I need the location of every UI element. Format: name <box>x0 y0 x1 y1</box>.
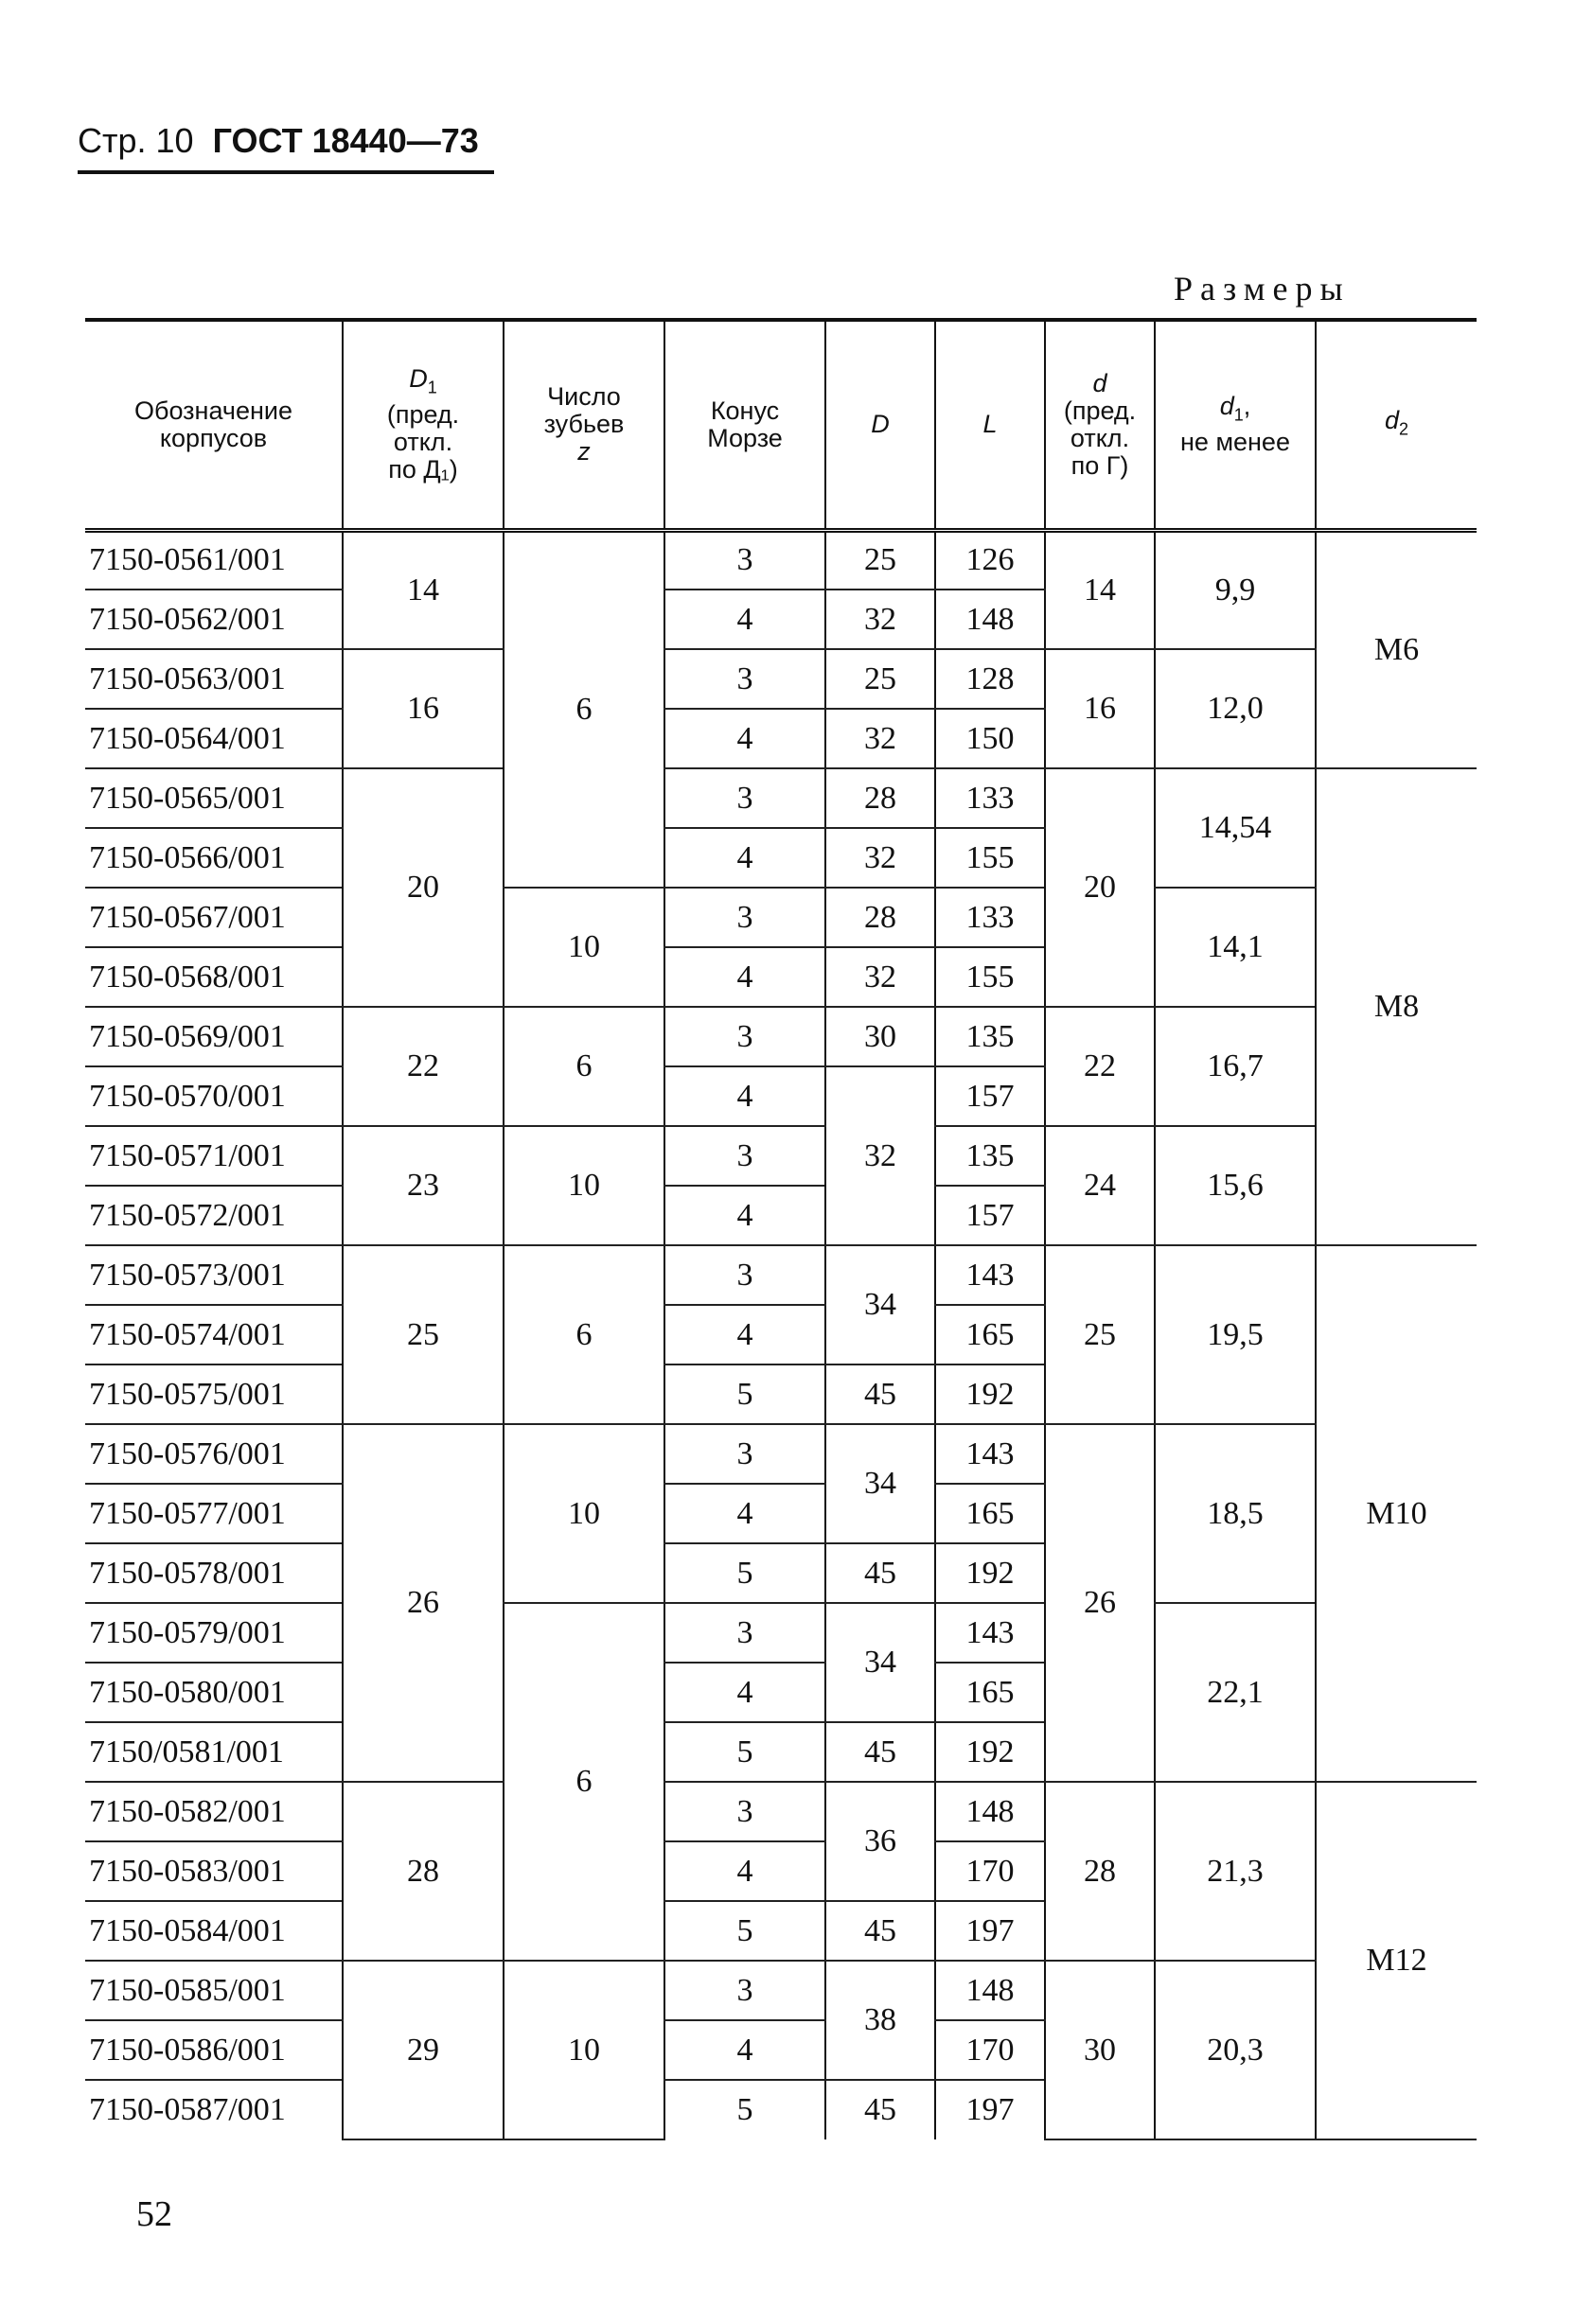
cell-morse: 5 <box>664 1364 825 1424</box>
cell-designation: 7150-0578/001 <box>85 1543 343 1603</box>
cell-designation: 7150-0575/001 <box>85 1364 343 1424</box>
table-row <box>85 888 1477 947</box>
cell-designation: 7150-0574/001 <box>85 1305 343 1364</box>
cell-morse: 3 <box>664 1007 825 1066</box>
cell-d1: 20,3 <box>1155 1961 1316 2139</box>
cell-d1: 22 <box>343 1007 504 1126</box>
cell-d: 28 <box>825 768 935 828</box>
table-row <box>85 1245 1477 1305</box>
cell-z: 6 <box>504 530 664 888</box>
cell-morse: 4 <box>664 1186 825 1245</box>
page-header <box>78 121 479 161</box>
cell-morse: 3 <box>664 1126 825 1186</box>
cell-morse: 4 <box>664 1484 825 1543</box>
cell-morse: 4 <box>664 947 825 1007</box>
cell-morse: 4 <box>664 1841 825 1901</box>
cell-d1: 12,0 <box>1155 649 1316 768</box>
table-row <box>85 1126 1477 1186</box>
cell-morse: 3 <box>664 530 825 590</box>
cell-z: 10 <box>504 1126 664 1245</box>
cell-morse: 3 <box>664 768 825 828</box>
header-d2: $d_2$ <box>1316 320 1477 530</box>
cell-d1: 9,9 <box>1155 530 1316 649</box>
cell-morse: 5 <box>664 1901 825 1961</box>
cell-designation: 7150-0561/001 <box>85 530 343 590</box>
cell-l: 143 <box>935 1424 1045 1484</box>
cell-designation: 7150-0563/001 <box>85 649 343 709</box>
table-row <box>85 1961 1477 2020</box>
dimensions-table <box>85 318 1477 2140</box>
cell-d1: 29 <box>343 1961 504 2139</box>
cell-d: 45 <box>825 2080 935 2139</box>
cell-d: 45 <box>825 1901 935 1961</box>
cell-d1: 26 <box>343 1424 504 1782</box>
cell-d: 30 <box>1045 1961 1155 2139</box>
cell-designation: 7150-0583/001 <box>85 1841 343 1901</box>
cell-l: 143 <box>935 1603 1045 1663</box>
cell-designation: 7150-0567/001 <box>85 888 343 947</box>
cell-d: 25 <box>825 649 935 709</box>
cell-l: 192 <box>935 1364 1045 1424</box>
cell-l: 155 <box>935 828 1045 888</box>
cell-d: 32 <box>825 1066 935 1245</box>
cell-d: 45 <box>825 1722 935 1782</box>
cell-d: 34 <box>825 1603 935 1722</box>
cell-morse: 4 <box>664 1305 825 1364</box>
cell-z: 10 <box>504 1961 664 2139</box>
header-L: L <box>935 320 1045 530</box>
cell-z: 6 <box>504 1603 664 1961</box>
cell-d1: 23 <box>343 1126 504 1245</box>
cell-l: 157 <box>935 1186 1045 1245</box>
cell-designation: 7150-0570/001 <box>85 1066 343 1126</box>
cell-morse: 4 <box>664 709 825 768</box>
cell-designation: 7150-0576/001 <box>85 1424 343 1484</box>
cell-designation: 7150-0582/001 <box>85 1782 343 1841</box>
cell-l: 128 <box>935 649 1045 709</box>
table-row <box>85 1424 1477 1484</box>
cell-z: 6 <box>504 1245 664 1424</box>
table-row <box>85 1782 1477 1841</box>
cell-l: 143 <box>935 1245 1045 1305</box>
cell-designation: 7150-0564/001 <box>85 709 343 768</box>
cell-designation: 7150-0562/001 <box>85 590 343 649</box>
cell-l: 148 <box>935 1782 1045 1841</box>
cell-designation: 7150-0586/001 <box>85 2020 343 2080</box>
cell-d1: 16,7 <box>1155 1007 1316 1126</box>
cell-morse: 3 <box>664 1603 825 1663</box>
header-d: d (пред. откл. по Г) <box>1045 320 1155 530</box>
cell-d2: M10 <box>1316 1245 1477 1782</box>
cell-d: 32 <box>825 590 935 649</box>
table-row <box>85 1603 1477 1663</box>
cell-designation: 7150-0565/001 <box>85 768 343 828</box>
cell-designation: 7150-0584/001 <box>85 1901 343 1961</box>
cell-d: 32 <box>825 947 935 1007</box>
cell-morse: 3 <box>664 888 825 947</box>
header-designation: Обозначение корпусов <box>85 320 343 530</box>
header-D: D <box>825 320 935 530</box>
cell-morse: 5 <box>664 2080 825 2139</box>
page-number: 52 <box>136 2194 172 2234</box>
cell-l: 165 <box>935 1663 1045 1722</box>
table-row <box>85 768 1477 828</box>
cell-d1: 19,5 <box>1155 1245 1316 1424</box>
cell-l: 135 <box>935 1007 1045 1066</box>
cell-d: 30 <box>825 1007 935 1066</box>
cell-morse: 4 <box>664 1066 825 1126</box>
cell-morse: 3 <box>664 649 825 709</box>
cell-morse: 4 <box>664 2020 825 2080</box>
cell-d: 34 <box>825 1245 935 1364</box>
sizes-label: Размеры <box>1174 270 1351 308</box>
cell-l: 155 <box>935 947 1045 1007</box>
header-morse: Конус Морзе <box>664 320 825 530</box>
cell-designation: 7150-0580/001 <box>85 1663 343 1722</box>
cell-d: 36 <box>825 1782 935 1901</box>
table-header-row <box>85 320 1477 530</box>
cell-designation: 7150-0566/001 <box>85 828 343 888</box>
cell-designation: 7150-0572/001 <box>85 1186 343 1245</box>
cell-l: 126 <box>935 530 1045 590</box>
cell-morse: 5 <box>664 1543 825 1603</box>
cell-d: 28 <box>1045 1782 1155 1961</box>
cell-d2: M6 <box>1316 530 1477 768</box>
cell-designation: 7150-0569/001 <box>85 1007 343 1066</box>
cell-d: 38 <box>825 1961 935 2080</box>
cell-designation: 7150-0568/001 <box>85 947 343 1007</box>
cell-morse: 3 <box>664 1245 825 1305</box>
cell-d: 45 <box>825 1364 935 1424</box>
cell-d: 14 <box>1045 530 1155 649</box>
cell-d1: 21,3 <box>1155 1782 1316 1961</box>
cell-d1: 14,1 <box>1155 888 1316 1007</box>
cell-l: 192 <box>935 1722 1045 1782</box>
cell-d: 26 <box>1045 1424 1155 1782</box>
cell-z: 6 <box>504 1007 664 1126</box>
cell-l: 148 <box>935 1961 1045 2020</box>
header-z: Число зубьев z <box>504 320 664 530</box>
cell-morse: 4 <box>664 1663 825 1722</box>
header-d1: $d_1$, не менее <box>1155 320 1316 530</box>
cell-designation: 7150-0577/001 <box>85 1484 343 1543</box>
cell-designation: 7150-0579/001 <box>85 1603 343 1663</box>
cell-d1: 22,1 <box>1155 1603 1316 1782</box>
cell-d: 32 <box>825 709 935 768</box>
cell-d1: 20 <box>343 768 504 1007</box>
cell-d: 20 <box>1045 768 1155 1007</box>
cell-d1: 15,6 <box>1155 1126 1316 1245</box>
header-D1: $D_1$ (пред. откл. по Д₁) <box>343 320 504 530</box>
cell-l: 133 <box>935 768 1045 828</box>
cell-z: 10 <box>504 888 664 1007</box>
cell-l: 150 <box>935 709 1045 768</box>
cell-l: 133 <box>935 888 1045 947</box>
cell-designation: 7150/0581/001 <box>85 1722 343 1782</box>
cell-morse: 3 <box>664 1961 825 2020</box>
cell-d: 25 <box>825 530 935 590</box>
cell-designation: 7150-0585/001 <box>85 1961 343 2020</box>
cell-d: 16 <box>1045 649 1155 768</box>
header-rule <box>78 170 494 174</box>
cell-morse: 4 <box>664 590 825 649</box>
cell-morse: 3 <box>664 1424 825 1484</box>
cell-l: 192 <box>935 1543 1045 1603</box>
cell-designation: 7150-0587/001 <box>89 2092 286 2127</box>
table-row <box>85 649 1477 709</box>
cell-d1: 14,54 <box>1155 768 1316 888</box>
table-row <box>85 1007 1477 1066</box>
cell-d: 32 <box>825 828 935 888</box>
cell-morse: 3 <box>664 1782 825 1841</box>
cell-morse: 5 <box>664 1722 825 1782</box>
table-row <box>85 530 1477 590</box>
page-ref: Стр. 10 <box>78 121 194 160</box>
cell-d: 22 <box>1045 1007 1155 1126</box>
cell-d2: M8 <box>1316 768 1477 1245</box>
cell-d2: M12 <box>1316 1782 1477 2139</box>
cell-designation: 7150-0573/001 <box>85 1245 343 1305</box>
cell-morse: 4 <box>664 828 825 888</box>
cell-d: 24 <box>1045 1126 1155 1245</box>
cell-l: 197 <box>935 1901 1045 1961</box>
cell-d: 45 <box>825 1543 935 1603</box>
cell-d: 28 <box>825 888 935 947</box>
cell-d: 25 <box>1045 1245 1155 1424</box>
cell-d: 34 <box>825 1424 935 1543</box>
cell-l: 170 <box>935 2020 1045 2080</box>
cell-l: 135 <box>935 1126 1045 1186</box>
table-body <box>85 530 1477 2139</box>
cell-l: 165 <box>935 1305 1045 1364</box>
cell-l: 148 <box>935 590 1045 649</box>
cell-d1: 28 <box>343 1782 504 1961</box>
cell-l: 197 <box>935 2080 1045 2139</box>
cell-d1: 25 <box>343 1245 504 1424</box>
cell-l: 157 <box>935 1066 1045 1126</box>
cell-l: 170 <box>935 1841 1045 1901</box>
cell-d1: 16 <box>343 649 504 768</box>
cell-designation: 7150-0571/001 <box>85 1126 343 1186</box>
cell-d1: 18,5 <box>1155 1424 1316 1603</box>
cell-l: 165 <box>935 1484 1045 1543</box>
cell-d1: 14 <box>343 530 504 649</box>
cell-z: 10 <box>504 1424 664 1603</box>
standard-number: ГОСТ 18440—73 <box>212 121 479 160</box>
